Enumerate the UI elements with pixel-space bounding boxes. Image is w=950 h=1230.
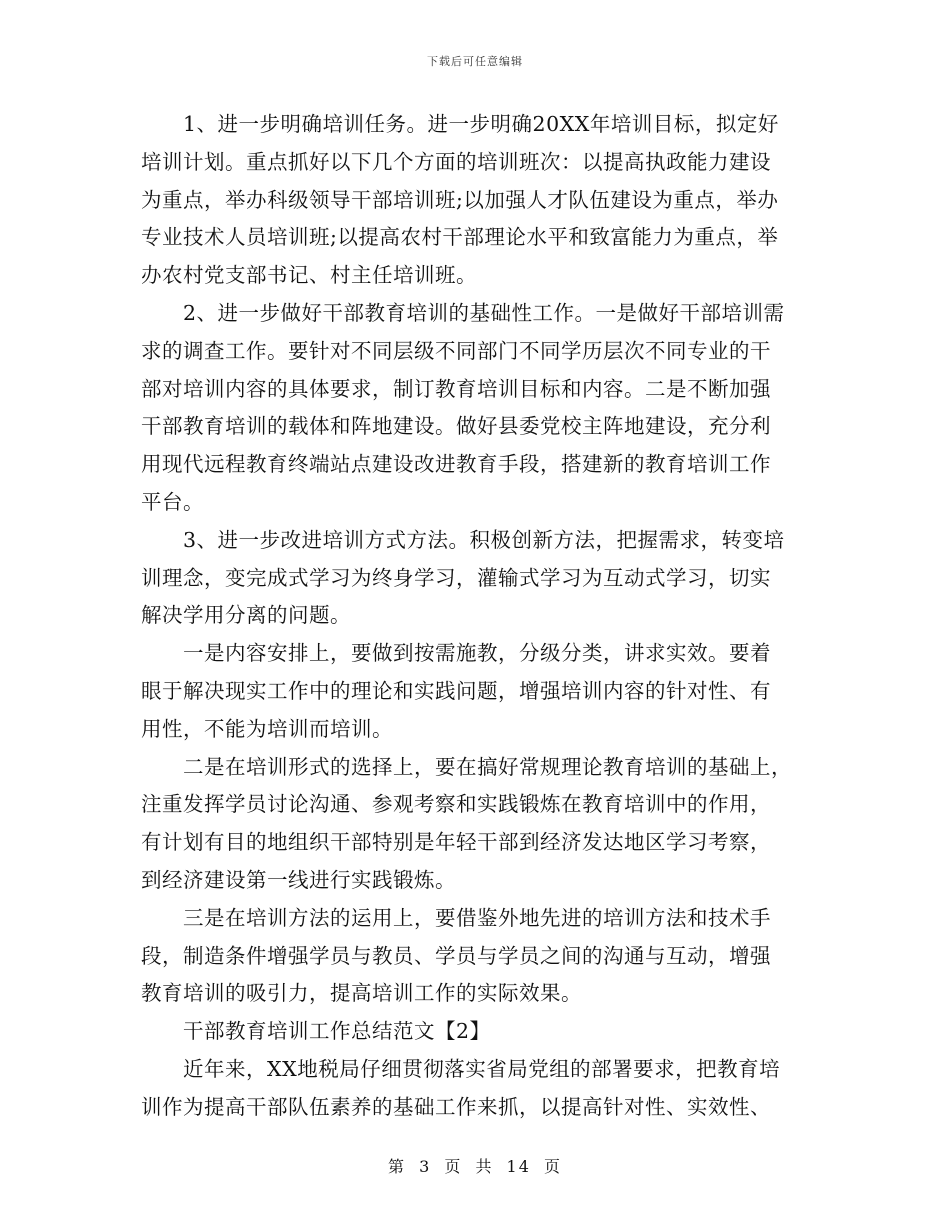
page-header: 下载后可任意编辑 xyxy=(427,55,523,68)
document-body xyxy=(141,106,811,1127)
text-line: 解决学用分离的问题。 xyxy=(141,603,351,628)
text-line: 部对培训内容的具体要求，制订教育培训目标和内容。二是不断加强 xyxy=(141,376,771,401)
text-line: 1、进一步明确培训任务。进一步明确20XX年培训目标，拟定好 xyxy=(183,112,779,136)
text-line: 干部教育培训工作总结范文【2】 xyxy=(183,1019,491,1044)
text-line: 到经济建设第一线进行实践锻炼。 xyxy=(141,867,456,892)
text-line: 注重发挥学员讨论沟通、参观考察和实践锻炼在教育培训中的作用， xyxy=(141,792,771,817)
text-line: 培训计划。重点抓好以下几个方面的培训班次：以提高执政能力建设 xyxy=(141,149,771,174)
text-line: 2、进一步做好干部教育培训的基础性工作。一是做好干部培训需 xyxy=(183,300,785,325)
text-line: 3、进一步改进培训方式方法。积极创新方法，把握需求，转变培 xyxy=(183,527,785,552)
text-line: 训作为提高干部队伍素养的基础工作来抓，以提高针对性、实效性、 xyxy=(141,1094,771,1119)
text-line: 求的调查工作。要针对不同层级不同部门不同学历层次不同专业的干 xyxy=(141,338,771,363)
text-line: 三是在培训方法的运用上，要借鉴外地先进的培训方法和技术手 xyxy=(183,905,771,930)
text-line: 二是在培训形式的选择上，要在搞好常规理论教育培训的基础上， xyxy=(183,754,792,779)
text-line: 为重点，举办科级领导干部培训班;以加强人才队伍建设为重点，举办 xyxy=(141,187,779,212)
text-line: 办农村党支部书记、村主任培训班。 xyxy=(141,263,477,288)
text-line: 干部教育培训的载体和阵地建设。做好县委党校主阵地建设，充分利 xyxy=(141,414,771,439)
text-line: 近年来，XX地税局仔细贯彻落实省局党组的部署要求，把教育培 xyxy=(183,1056,781,1081)
text-line: 用现代远程教育终端站点建设改进教育手段，搭建新的教育培训工作 xyxy=(141,452,771,477)
text-line: 平台。 xyxy=(141,489,204,514)
text-line: 用性，不能为培训而培训。 xyxy=(141,716,393,741)
text-line: 一是内容安排上，要做到按需施教，分级分类，讲求实效。要着 xyxy=(183,641,771,666)
text-line: 有计划有目的地组织干部特别是年轻干部到经济发达地区学习考察， xyxy=(141,830,771,855)
text-line: 专业技术人员培训班;以提高农村干部理论水平和致富能力为重点，举 xyxy=(141,225,779,250)
text-line: 眼于解决现实工作中的理论和实践问题，增强培训内容的针对性、有 xyxy=(141,678,771,703)
text-line: 训理念，变完成式学习为终身学习，灌输式学习为互动式学习，切实 xyxy=(141,565,771,590)
text-line: 教育培训的吸引力，提高培训工作的实际效果。 xyxy=(141,981,582,1006)
page-footer: 第 3 页 共 14 页 xyxy=(388,1157,562,1176)
text-line: 段，制造条件增强学员与教员、学员与学员之间的沟通与互动，增强 xyxy=(141,943,771,968)
